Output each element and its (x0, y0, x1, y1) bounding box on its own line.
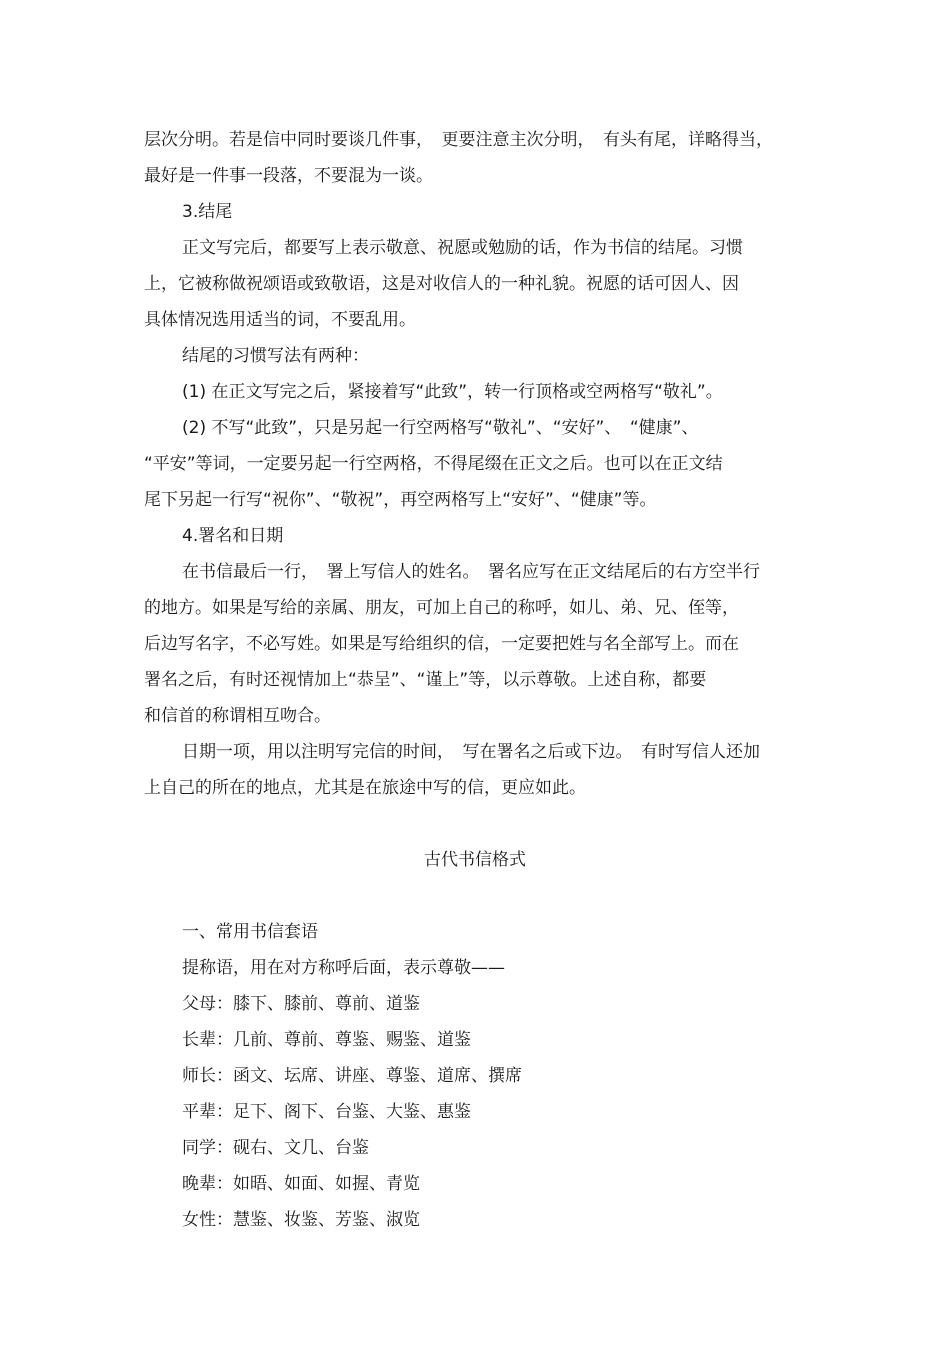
text-line: 上，它被称做祝颂语或致敬语，这是对收信人的一种礼貌。祝愿的话可因人、因 (144, 274, 739, 294)
text-line: 署名之后，有时还视情加上“恭呈”、“谨上”等，以示尊敬。上述自称，都要 (144, 670, 707, 690)
section-heading: 4.署名和日期 (182, 526, 284, 546)
list-heading: 一、常用书信套语 (182, 922, 318, 942)
text-line: (2) 不写“此致”，只是另起一行空两格写“敬礼”、“安好”、 “健康”、 (182, 418, 699, 438)
list-item: 长辈：几前、尊前、尊鉴、赐鉴、道鉴 (182, 1030, 471, 1050)
list-item: 同学：砚右、文几、台鉴 (182, 1138, 369, 1158)
text-line: 层次分明。若是信中同时要谈几件事， 更要注意主次分明， 有头有尾，详略得当， (144, 130, 773, 150)
text-line: 正文写完后，都要写上表示敬意、祝愿或勉励的话，作为书信的结尾。习惯 (182, 238, 743, 258)
section-title: 古代书信格式 (424, 850, 526, 870)
list-item: 晚辈：如晤、如面、如握、青览 (182, 1174, 420, 1194)
text-line: 的地方。如果是写给的亲属、朋友，可加上自己的称呼，如儿、弟、兄、侄等， (144, 598, 739, 618)
list-item: 平辈：足下、阁下、台鉴、大鉴、惠鉴 (182, 1102, 471, 1122)
text-line: 和信首的称谓相互吻合。 (144, 706, 331, 726)
section-heading: 3.结尾 (182, 202, 233, 222)
text-line: 在书信最后一行， 署上写信人的姓名。 署名应写在正文结尾后的右方空半行 (182, 562, 760, 582)
text-line: 上自己的所在的地点，尤其是在旅途中写的信，更应如此。 (144, 778, 586, 798)
list-item: 父母：膝下、膝前、尊前、道鉴 (182, 994, 420, 1014)
text-line: 后边写名字，不必写姓。如果是写给组织的信，一定要把姓与名全部写上。而在 (144, 634, 739, 654)
text-line: 尾下另起一行写“祝你”、“敬祝”，再空两格写上“安好”、“健康”等。 (144, 490, 657, 510)
text-line: 最好是一件事一段落，不要混为一谈。 (144, 166, 433, 186)
text-line: 具体情况选用适当的词，不要乱用。 (144, 310, 416, 330)
text-line: 结尾的习惯写法有两种： (182, 346, 369, 366)
list-item: 女性：慧鉴、妆鉴、芳鉴、淑览 (182, 1210, 420, 1230)
list-item: 师长：函文、坛席、讲座、尊鉴、道席、撰席 (182, 1066, 522, 1086)
text-line: 日期一项，用以注明写完信的时间， 写在署名之后或下边。 有时写信人还加 (182, 742, 760, 762)
text-line: “平安”等词，一定要另起一行空两格，不得尾缀在正文之后。也可以在正文结 (144, 454, 723, 474)
list-item: 提称语，用在对方称呼后面，表示尊敬—— (182, 958, 505, 978)
text-line: (1) 在正文写完之后，紧接着写“此致”，转一行顶格或空两格写“敬礼”。 (182, 382, 723, 402)
